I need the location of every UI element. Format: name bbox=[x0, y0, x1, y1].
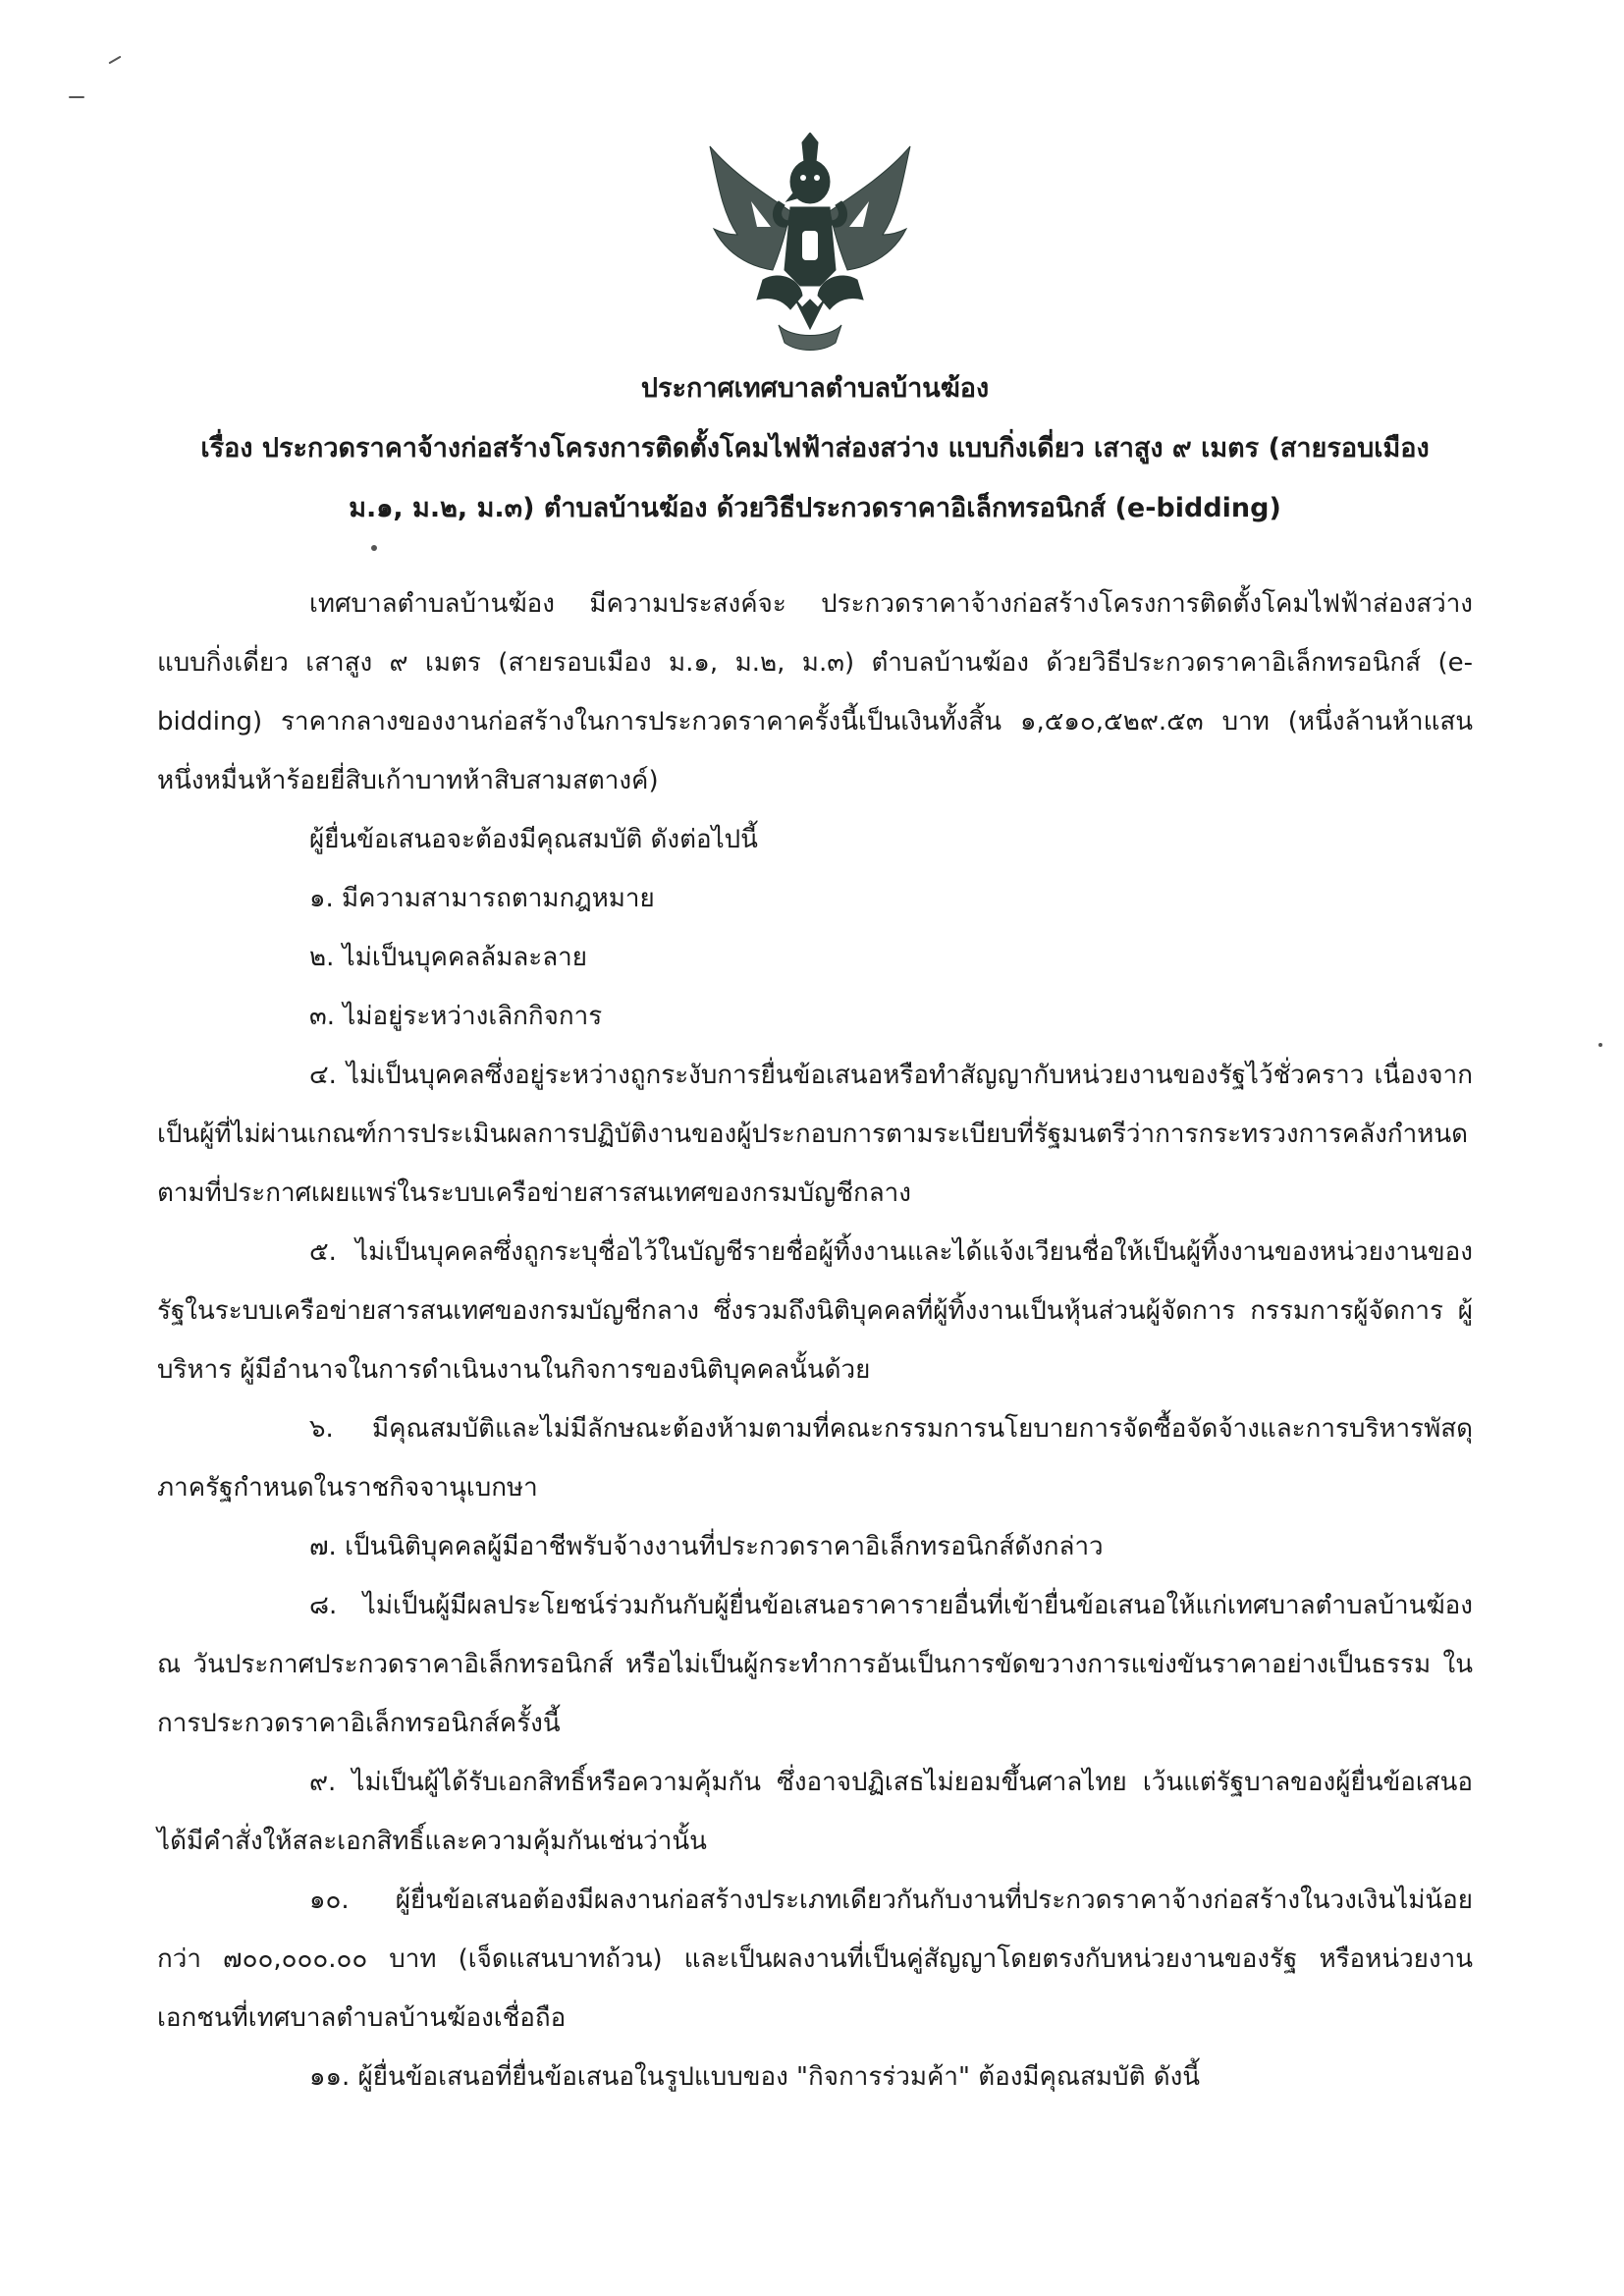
intro-paragraph: เทศบาลตำบลบ้านฆ้อง มีความประสงค์จะ ประกวดราคาจ้างก่อสร้างโครงการติดตั้งโคมไฟฟ้าส่องสว่าง แบบกิ่งเดี่ยว เสาสูง ๙ เมตร (สายรอบเมือง ม.๑, ม.๒, ม.๓) ตำบลบ้านฆ้อง ด้วยวิธีประกวดราคาอิเล็กทรอนิกส์ (e-bidding) ราคากลางของงานก่อสร้างในการประกวดราคาครั้งนี้เป็นเงินทั้งสิ้น ๑,๕๑๐,๕๒๙.๕๓ บาท (หนึ่งล้านห้าแสนหนึ่งหมื่นห้าร้อยยี่สิบเก้าบาทห้าสิบสามสตางค์) bbox=[157, 589, 1473, 795]
qualification-item: ๑๐. ผู้ยื่นข้อเสนอต้องมีผลงานก่อสร้างประเภทเดียวกันกับงานที่ประกวดราคาจ้างก่อสร้างในวงเงินไม่น้อยกว่า ๗๐๐,๐๐๐.๐๐ บาท (เจ็ดแสนบาทถ้วน) และเป็นผลงานที่เป็นคู่สัญญาโดยตรงกับหน่วยงานของรัฐ หรือหน่วยงานเอกชนที่เทศบาลตำบลบ้านฆ้องเชื่อถือ bbox=[157, 1886, 1473, 2033]
qualification-item: ๑. มีความสามารถตามกฎหมาย bbox=[309, 884, 655, 913]
scan-speck bbox=[371, 545, 377, 551]
qualifications-intro: ผู้ยื่นข้อเสนอจะต้องมีคุณสมบัติ ดังต่อไปนี้ bbox=[309, 825, 758, 854]
qualification-item: ๕. ไม่เป็นบุคคลซึ่งถูกระบุชื่อไว้ในบัญชีรายชื่อผู้ทิ้งงานและได้แจ้งเวียนชื่อให้เป็นผู้ทิ้งงานของหน่วยงานของรัฐในระบบเครือข่ายสารสนเทศของกรมบัญชีกลาง ซึ่งรวมถึงนิติบุคคลที่ผู้ทิ้งงานเป็นหุ้นส่วนผู้จัดการ กรรมการผู้จัดการ ผู้บริหาร ผู้มีอำนาจในการดำเนินงานในกิจการของนิติบุคคลนั้นด้วย bbox=[157, 1237, 1473, 1385]
scan-speck bbox=[1598, 1043, 1602, 1047]
qualification-item: ๒. ไม่เป็นบุคคลล้มละลาย bbox=[309, 943, 588, 972]
qualification-item: ๓. ไม่อยู่ระหว่างเลิกกิจการ bbox=[309, 1002, 603, 1031]
qualification-item: ๙. ไม่เป็นผู้ได้รับเอกสิทธิ์หรือความคุ้มกัน ซึ่งอาจปฏิเสธไม่ยอมขึ้นศาลไทย เว้นแต่รัฐบาลของผู้ยื่นข้อเสนอได้มีคำสั่งให้สละเอกสิทธิ์และความคุ้มกันเช่นว่านั้น bbox=[157, 1768, 1473, 1856]
qualification-item: ๗. เป็นนิติบุคคลผู้มีอาชีพรับจ้างงานที่ประกวดราคาอิเล็กทรอนิกส์ดังกล่าว bbox=[309, 1532, 1104, 1561]
qualification-item: ๔. ไม่เป็นบุคคลซึ่งอยู่ระหว่างถูกระงับการยื่นข้อเสนอหรือทำสัญญากับหน่วยงานของรัฐไว้ชั่วคราว เนื่องจากเป็นผู้ที่ไม่ผ่านเกณฑ์การประเมินผลการปฏิบัติงานของผู้ประกอบการตามระเบียบที่รัฐมนตรีว่าการกระทรวงการคลังกำหนดตามที่ประกาศเผยแพร่ในระบบเครือข่ายสารสนเทศของกรมบัญชีกลาง bbox=[157, 1061, 1473, 1208]
scan-speck bbox=[69, 96, 84, 98]
scan-speck bbox=[108, 56, 121, 65]
qualification-item: ๑๑. ผู้ยื่นข้อเสนอที่ยื่นข้อเสนอในรูปแบบของ "กิจการร่วมค้า" ต้องมีคุณสมบัติ ดังนี้ bbox=[309, 2062, 1201, 2092]
document-org-title: ประกาศเทศบาลตำบลบ้านฆ้อง bbox=[640, 373, 990, 404]
qualification-item: ๘. ไม่เป็นผู้มีผลประโยชน์ร่วมกันกับผู้ยื่นข้อเสนอราคารายอื่นที่เข้ายื่นข้อเสนอให้แก่เทศบาลตำบลบ้านฆ้อง ณ วันประกาศประกวดราคาอิเล็กทรอนิกส์ หรือไม่เป็นผู้กระทำการอันเป็นการขัดขวางการแข่งขันราคาอย่างเป็นธรรม ในการประกวดราคาอิเล็กทรอนิกส์ครั้งนี้ bbox=[157, 1591, 1473, 1738]
document-subject-line-2: ม.๑, ม.๒, ม.๓) ตำบลบ้านฆ้อง ด้วยวิธีประกวดราคาอิเล็กทรอนิกส์ (e-bidding) bbox=[349, 493, 1281, 523]
document-body bbox=[157, 574, 1473, 2106]
garuda-emblem-icon bbox=[692, 133, 928, 354]
document-subject-line-1: เรื่อง ประกวดราคาจ้างก่อสร้างโครงการติดตั้งโคมไฟฟ้าส่องสว่าง แบบกิ่งเดี่ยว เสาสูง ๙ เมตร (สายรอบเมือง bbox=[200, 433, 1430, 464]
qualification-item: ๖. มีคุณสมบัติและไม่มีลักษณะต้องห้ามตามที่คณะกรรมการนโยบายการจัดซื้อจัดจ้างและการบริหารพัสดุภาครัฐกำหนดในราชกิจจานุเบกษา bbox=[157, 1414, 1473, 1503]
